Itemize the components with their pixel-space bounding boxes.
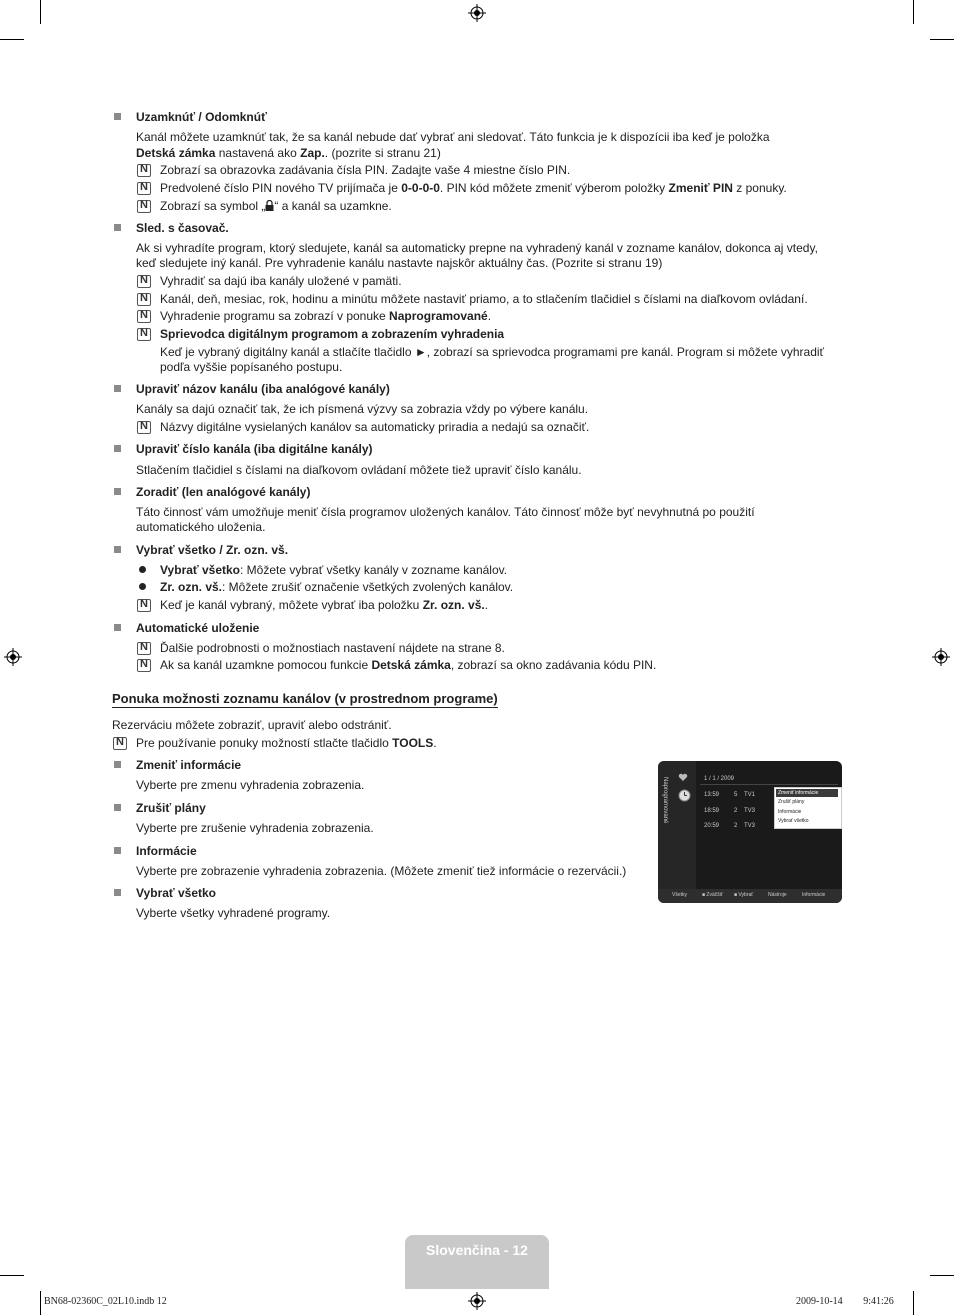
tv-tools-popup bbox=[774, 787, 842, 829]
bullet-square-icon bbox=[114, 113, 121, 120]
registration-mark-icon bbox=[4, 648, 22, 666]
body-text: Kanály sa dajú označiť tak, že ich písmená výzvy sa zobrazia vždy po výbere kanálu. bbox=[136, 402, 589, 416]
tv-row-time: 13:59 bbox=[704, 792, 720, 798]
crop-mark bbox=[0, 1275, 24, 1276]
body-text: keď sledujete iný kanál. Pre vyhradenie kanálu nastavte najskôr aktuálny čas. (Pozrite si stranu 19) bbox=[136, 256, 663, 270]
bullet-square-icon bbox=[114, 445, 121, 452]
section-heading: Sled. s časovač. bbox=[136, 221, 229, 235]
tv-popup-item[interactable]: Informácie bbox=[778, 809, 802, 815]
tv-popup-item[interactable]: Vybrať všetko bbox=[778, 818, 809, 824]
note-text: Keď je vybraný digitálny kanál a stlačíte tlačidlo ►, zobrazí sa sprievodca programami pre kanál. Program si môžete vyhradiť bbox=[160, 345, 825, 359]
note-icon bbox=[137, 642, 151, 655]
subsection-title: Ponuka možnosti zoznamu kanálov (v prostrednom programe) bbox=[112, 691, 498, 706]
note-text: Zobrazí sa symbol „ “ a kanál sa uzamkne. bbox=[160, 199, 392, 213]
note-text: Zobrazí sa obrazovka zadávania čísla PIN. Zadajte vaše 4 miestne číslo PIN. bbox=[160, 163, 571, 177]
option-heading: Vybrať všetko bbox=[136, 886, 217, 900]
note-icon bbox=[137, 182, 151, 195]
body-text: Táto činnosť vám umožňuje meniť čísla programov uložených kanálov. Táto činnosť môže byť nevyhnutná po použití bbox=[136, 505, 755, 519]
body-text: Stlačením tlačidiel s číslami na diaľkovom ovládaní môžete tiež upraviť číslo kanálu. bbox=[136, 463, 582, 477]
tv-popup-item[interactable]: Zmeniť informácie bbox=[778, 790, 819, 796]
tv-row-num: 2 bbox=[734, 823, 738, 829]
print-info-right: 2009-10-14    9:41:26 bbox=[796, 1296, 894, 1307]
tv-bar-item: Informácie bbox=[802, 892, 826, 898]
note-icon bbox=[137, 275, 151, 288]
bullet-dot-icon bbox=[139, 566, 146, 573]
tv-date: 1 / 1 / 2009 bbox=[704, 776, 735, 782]
tv-row-time: 18:59 bbox=[704, 808, 720, 814]
bullet-square-icon bbox=[114, 889, 121, 896]
note-icon bbox=[137, 599, 151, 612]
body-text: Kanál môžete uzamknúť tak, že sa kanál nebude dať vybrať ani sledovať. Táto funkcia je k dispozícii iba keď je položka bbox=[136, 130, 770, 144]
crop-mark bbox=[913, 1291, 914, 1315]
note-text: Kanál, deň, mesiac, rok, hodinu a minútu môžete nastaviť priamo, a to stlačením tlačidiel s číslami na diaľkovom ovládaní. bbox=[160, 292, 808, 306]
bullet-square-icon bbox=[114, 847, 121, 854]
note-icon bbox=[137, 328, 151, 341]
bullet-text: Vybrať všetko: Môžete vybrať všetky kanály v zozname kanálov. bbox=[160, 563, 508, 577]
intro-text: Rezerváciu môžete zobraziť, upraviť alebo odstrániť. bbox=[112, 718, 392, 732]
bullet-square-icon bbox=[114, 488, 121, 495]
bullet-text: Zr. ozn. vš.: Môžete zrušiť označenie všetkých zvolených kanálov. bbox=[160, 580, 514, 594]
tv-row-num: 5 bbox=[734, 792, 738, 798]
note-text: Pre používanie ponuky možností stlačte tlačidlo TOOLS. bbox=[136, 736, 437, 750]
note-icon bbox=[137, 310, 151, 323]
section-heading: Vybrať všetko / Zr. ozn. vš. bbox=[136, 543, 289, 557]
option-text: Vyberte pre zobrazenie vyhradenia zobrazenia. (Môžete zmeniť tiež informácie o rezervácii.) bbox=[136, 864, 627, 878]
crop-mark bbox=[930, 39, 954, 40]
tv-row-channel: TV3 bbox=[744, 823, 756, 829]
section-heading: Upraviť názov kanálu (iba analógové kanály) bbox=[136, 382, 390, 396]
option-heading: Informácie bbox=[136, 844, 197, 858]
note-text: Sprievodca digitálnym programom a zobrazením vyhradenia bbox=[160, 327, 505, 341]
registration-mark-icon bbox=[468, 1292, 486, 1310]
body-text: automatického uloženia. bbox=[136, 520, 266, 534]
option-text: Vyberte pre zrušenie vyhradenia zobrazenia. bbox=[136, 821, 374, 835]
note-text: podľa vyššie popísaného postupu. bbox=[160, 360, 343, 374]
tv-row-channel: TV3 bbox=[744, 808, 756, 814]
note-icon bbox=[137, 421, 151, 434]
bullet-square-icon bbox=[114, 624, 121, 631]
section-heading: Upraviť číslo kanála (iba digitálne kanály) bbox=[136, 442, 373, 456]
crop-mark bbox=[40, 0, 41, 24]
tv-screen bbox=[658, 761, 842, 903]
note-text: Predvolené číslo PIN nového TV prijímača je 0-0-0-0. PIN kód môžete zmeniť výberom položky Zmeniť PIN z ponuky. bbox=[160, 181, 787, 195]
bullet-square-icon bbox=[114, 385, 121, 392]
bullet-square-icon bbox=[114, 546, 121, 553]
tv-bar-item: Nástroje bbox=[768, 892, 787, 898]
option-text: Vyberte všetky vyhradené programy. bbox=[136, 906, 331, 920]
tv-row-channel: TV1 bbox=[744, 792, 756, 798]
clock-icon bbox=[678, 789, 691, 802]
bullet-dot-icon bbox=[139, 583, 146, 590]
tv-bar-item: ■ Zväčšiť bbox=[702, 892, 723, 898]
note-text: Názvy digitálne vysielaných kanálov sa automaticky priradia a nedajú sa označiť. bbox=[160, 420, 590, 434]
option-heading: Zrušiť plány bbox=[136, 801, 206, 815]
note-icon bbox=[137, 293, 151, 306]
tv-bar-item: Všetky bbox=[672, 892, 688, 898]
body-text: Ak si vyhradíte program, ktorý sledujete, kanál sa automaticky prepne na vyhradený kanál v zozname kanálov, dokonca aj vtedy, bbox=[136, 241, 818, 255]
heart-icon bbox=[678, 773, 688, 782]
crop-mark bbox=[0, 39, 24, 40]
bullet-square-icon bbox=[114, 804, 121, 811]
note-text: Ďalšie podrobnosti o možnostiach nastavení nájdete na strane 8. bbox=[160, 641, 505, 655]
tv-row-num: 2 bbox=[734, 808, 738, 814]
crop-mark bbox=[930, 1275, 954, 1276]
option-text: Vyberte pre zmenu vyhradenia zobrazenia. bbox=[136, 778, 365, 792]
registration-mark-icon bbox=[468, 4, 486, 22]
note-text: Keď je kanál vybraný, môžete vybrať iba položku Zr. ozn. vš.. bbox=[160, 598, 489, 612]
note-icon bbox=[113, 737, 127, 750]
option-heading: Zmeniť informácie bbox=[136, 758, 242, 772]
section-heading: Zoradiť (len analógové kanály) bbox=[136, 485, 311, 499]
note-icon bbox=[137, 200, 151, 213]
tv-popup-item[interactable]: Zrušiť plány bbox=[778, 799, 805, 805]
bullet-square-icon bbox=[114, 761, 121, 768]
page-footer bbox=[405, 1235, 549, 1289]
tv-bar-item: ■ Vybrať bbox=[734, 892, 754, 898]
print-info-left: BN68-02360C_02L10.indb 12 bbox=[44, 1296, 167, 1307]
bullet-square-icon bbox=[114, 224, 121, 231]
note-text: Ak sa kanál uzamkne pomocou funkcie Detská zámka, zobrazí sa okno zadávania kódu PIN. bbox=[160, 658, 657, 672]
section-heading: Automatické uloženie bbox=[136, 621, 260, 635]
note-text: Vyhradenie programu sa zobrazí v ponuke Naprogramované. bbox=[160, 309, 492, 323]
crop-mark bbox=[913, 0, 914, 24]
note-icon bbox=[137, 659, 151, 672]
tv-row-time: 20:59 bbox=[704, 823, 720, 829]
page-number: Slovenčina - 12 bbox=[426, 1242, 528, 1258]
crop-mark bbox=[40, 1291, 41, 1315]
tv-side-label: Naprogramované bbox=[662, 777, 668, 824]
section-heading: Uzamknúť / Odomknúť bbox=[136, 110, 267, 124]
note-icon bbox=[137, 164, 151, 177]
note-text: Vyhradiť sa dajú iba kanály uložené v pamäti. bbox=[160, 274, 402, 288]
registration-mark-icon bbox=[932, 648, 950, 666]
body-text: Detská zámka nastavená ako Zap.. (pozrite si stranu 21) bbox=[136, 146, 441, 160]
